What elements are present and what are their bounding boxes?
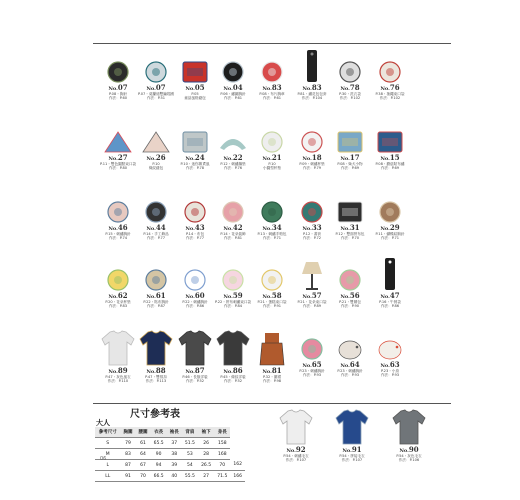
size-cell: 70 (135, 471, 150, 482)
item-howto: 小圓型杯墊 (263, 166, 281, 171)
box-image (175, 120, 215, 154)
list-item (292, 190, 332, 241)
size-cell: 79 (120, 438, 135, 449)
dressdark-image (213, 327, 253, 367)
item-number: No.78 (340, 83, 360, 92)
size-cell: 38 (167, 449, 182, 460)
list-item (136, 120, 176, 171)
item-number: No.27 (108, 153, 128, 162)
size-col-header: 背肩 (182, 427, 198, 438)
list-item (370, 258, 410, 309)
item-number: No.15 (380, 153, 400, 162)
item-number: No.64 (340, 360, 360, 369)
item-caption: P.30・洗衣袋 (339, 92, 361, 96)
item-caption: P.45・條紋洋裝 (220, 375, 246, 379)
size-cell: 64 (135, 449, 150, 460)
item-number: No.89 (108, 366, 128, 375)
eggs-image (252, 258, 292, 292)
item-number: No.63 (380, 360, 400, 369)
item-caption: P.81・繡花包包套 (297, 92, 327, 96)
item-number: No.44 (146, 223, 166, 232)
item-number: No.24 (185, 153, 205, 162)
list-item (326, 408, 378, 463)
item-howto: 作法：P.77 (185, 236, 205, 241)
list-item (292, 120, 332, 171)
item-caption: P.38・抽繩束口袋 (375, 92, 405, 96)
item-howto: 作法：P.90 (340, 304, 360, 309)
coatgrey-image (98, 327, 138, 367)
item-howto: 作法：P.91 (262, 304, 282, 309)
item-number: No.46 (108, 223, 128, 232)
item-howto: 作法：P.98 (262, 379, 282, 384)
item-number: No.58 (262, 291, 282, 300)
size-cell: LL (95, 471, 120, 482)
size-cell: 40 (167, 471, 182, 482)
size-cell: 51.5 (182, 438, 198, 449)
item-number: No.05 (185, 83, 205, 92)
list-item (252, 120, 292, 171)
item-howto: 作法：P.81 (223, 236, 243, 241)
item-number: No.60 (185, 291, 205, 300)
size-col-header: 身長 (214, 427, 230, 438)
triangle-image (98, 120, 138, 154)
item-number: No.90 (399, 445, 419, 454)
item-howto: 作法：P.52 (223, 379, 243, 384)
item-caption: P.54・灰色毛衣 (396, 454, 422, 458)
bowl-image (98, 258, 138, 292)
item-caption: P.12・書套 (302, 232, 322, 236)
item-howto: 作法：P.51 (146, 96, 166, 101)
list-item (98, 120, 138, 171)
size-cell: 26 (198, 438, 214, 449)
size-cell: 28 (198, 449, 214, 460)
item-howto: 作法：P.74 (108, 236, 128, 241)
item-caption: P.23・小鳥 (380, 369, 400, 373)
list-item (252, 50, 292, 101)
list-item (175, 327, 215, 384)
item-howto: 作法：P.71 (380, 236, 400, 241)
item-number: No.92 (286, 445, 306, 454)
list-item (252, 258, 292, 309)
cupcake-image (213, 258, 253, 292)
bucket-image (370, 120, 410, 154)
item-caption: P.47・灰色風衣 (105, 375, 131, 379)
list-item (330, 258, 370, 309)
list-item (330, 190, 370, 241)
dressgrey-image (175, 327, 215, 367)
item-caption: P.47・雙排扣 (145, 375, 167, 379)
item-caption: P.10・迷你雜貨風 (180, 162, 210, 166)
item-howto: 作法：P.106 (398, 458, 420, 463)
item-number: No.83 (262, 83, 282, 92)
item-howto: 作法：P.84 (223, 304, 243, 309)
item-caption: P.11・蝴蝶結胸針 (375, 232, 405, 236)
item-number: No.87 (185, 366, 205, 375)
item-howto: 作法：P.107 (341, 458, 363, 463)
list-item (292, 258, 332, 309)
item-caption: P.22・刺繡胸針 (182, 300, 208, 304)
sweaterblue-image (326, 408, 378, 446)
list-item (270, 408, 322, 463)
circle-image (252, 120, 292, 154)
list-item (292, 327, 332, 378)
small-image (98, 190, 138, 224)
item-number: No.29 (380, 223, 400, 232)
item-caption: P.12・雙面拼布包 (335, 232, 365, 236)
size-cell: 55.5 (182, 471, 198, 482)
list-item (213, 258, 253, 309)
list-item (175, 50, 215, 101)
item-caption: P.22・貼布胸針 (143, 300, 169, 304)
cake-image (175, 258, 215, 292)
item-number: No.83 (302, 83, 322, 92)
list-item (383, 408, 435, 463)
size-col-header: 腰圍 (135, 427, 150, 438)
size-table (95, 427, 245, 482)
item-caption: P.08・胸針 (108, 92, 128, 96)
diamond-image (292, 327, 332, 361)
item-caption: P.05 (191, 92, 199, 96)
list-item (370, 190, 410, 241)
pincushion-image (330, 258, 370, 292)
item-caption: P.14・布包 (185, 232, 205, 236)
item-caption: P.09・刺繡杯墊 (299, 162, 325, 166)
size-col-header: 袖下 (198, 427, 214, 438)
pouch2-image (330, 120, 370, 154)
size-col-header: 胸圍 (120, 427, 135, 438)
item-caption: P.14・花朵裝飾 (220, 232, 246, 236)
item-number: No.42 (223, 223, 243, 232)
size-cell: 162 (230, 460, 245, 471)
item-number: No.34 (262, 223, 282, 232)
item-howto: 作法：P.79 (302, 166, 322, 171)
item-caption: P.08・布片胸章 (259, 92, 285, 96)
item-howto: 作法：P.83 (108, 304, 128, 309)
item-howto: 作法：P.86 (380, 304, 400, 309)
size-table-header (95, 427, 245, 438)
item-number: No.76 (380, 83, 400, 92)
coatnavy-image (136, 327, 176, 367)
item-howto: 童話風格錢包 (184, 96, 206, 101)
ring-image (136, 258, 176, 292)
lamp-image (292, 258, 332, 292)
list-item (213, 190, 253, 241)
item-number: No.65 (302, 360, 322, 369)
item-caption: P.16・午餐袋 (379, 300, 401, 304)
size-cell: 66.5 (151, 471, 167, 482)
size-cell: 37 (167, 438, 182, 449)
size-table-title: 尺寸參考表 (130, 409, 180, 420)
size-cell: 67 (135, 460, 150, 471)
item-howto: 作法：P.70 (340, 236, 360, 241)
item-howto: 作法：P.60 (108, 96, 128, 101)
triangle2-image (136, 120, 176, 154)
size-cell: 27 (198, 471, 214, 482)
item-howto: 作法：P.78 (185, 166, 205, 171)
size-cell: 83 (120, 449, 135, 460)
item-caption: P.15・刺繡胸針 (105, 232, 131, 236)
bag-image (292, 120, 332, 154)
list-item (252, 190, 292, 241)
item-howto: 作法：P.93 (302, 373, 322, 378)
item-howto: 條紋錢包 (148, 166, 164, 171)
item-howto: 作法：P.76 (223, 166, 243, 171)
item-caption: P.54・刺繡毛衣 (283, 454, 309, 458)
list-item (213, 327, 253, 384)
item-howto: 作法：P.93 (380, 373, 400, 378)
item-caption: P.11・雙色圓點束口袋 (99, 162, 137, 166)
list-item (98, 190, 138, 241)
strap-image (136, 190, 176, 224)
table-row (95, 460, 245, 471)
size-cell: 54 (182, 460, 198, 471)
item-number: No.88 (146, 366, 166, 375)
list-item (292, 50, 332, 101)
totebag-image (292, 190, 332, 224)
item-caption: P.54・拼接毛衣 (339, 454, 365, 458)
item-howto: 作法：P.86 (185, 304, 205, 309)
item-number: No.17 (340, 153, 360, 162)
item-number: No.04 (223, 83, 243, 92)
item-caption: P.22・拼布刺繡束口袋 (214, 300, 252, 304)
item-number: No.07 (146, 83, 166, 92)
keyring-image (136, 50, 176, 84)
size-cell: 91 (120, 471, 135, 482)
list-item (136, 50, 176, 101)
item-number: No.57 (302, 291, 322, 300)
item-howto: 作法：P.71 (262, 236, 282, 241)
item-howto: 作法：P.77 (146, 236, 166, 241)
tag-image (292, 50, 332, 84)
size-cell: 39 (167, 460, 182, 471)
item-caption: P.10 (268, 162, 276, 166)
list-item (213, 50, 253, 101)
item-howto: 作法：P.104 (301, 96, 323, 101)
item-number: No.26 (146, 153, 166, 162)
item-caption: P.20・花朵杯墊 (105, 300, 131, 304)
table-row (95, 438, 245, 449)
item-caption: P.14・手工飾品 (143, 232, 169, 236)
item-caption: P.06・繡圖胸針 (220, 92, 246, 96)
list-item (370, 120, 410, 171)
item-caption: P.46・長版洋裝 (182, 375, 208, 379)
list-item (213, 120, 253, 171)
item-howto: 作法：P.110 (107, 379, 129, 384)
item-number: No.81 (262, 366, 282, 375)
item-howto: 作法：P.61 (262, 96, 282, 101)
list-item (330, 120, 370, 171)
tag2-image (370, 258, 410, 292)
list-item (370, 50, 410, 101)
size-cell: 71.5 (214, 471, 230, 482)
list-item (136, 258, 176, 309)
size-cell: 61 (135, 438, 150, 449)
size-cell: 87 (120, 460, 135, 471)
item-number: No.86 (223, 366, 243, 375)
bird-image (330, 327, 370, 361)
list-item (370, 327, 410, 378)
size-table-subtitle: 大人 (96, 419, 110, 427)
item-number: No.18 (302, 153, 322, 162)
table-row (95, 471, 245, 482)
size-col-header: 袖長 (167, 427, 182, 438)
item-howto: 作法：P.69 (380, 166, 400, 171)
list-item (252, 327, 292, 384)
item-howto: 作法：P.69 (340, 166, 360, 171)
item-caption: P.08・蘑菇貼布繡 (375, 162, 405, 166)
item-number: No.61 (146, 291, 166, 300)
item-howto: 作法：P.93 (340, 373, 360, 378)
item-caption: P.21・花朵束口袋 (297, 300, 327, 304)
page-number: 06 (100, 456, 107, 462)
item-howto: 作法：P.72 (302, 236, 322, 241)
item-caption: P.13・刺繡手帕包 (257, 232, 287, 236)
item-number: No.31 (340, 223, 360, 232)
berries-image (252, 50, 292, 84)
item-howto: 作法：P.61 (223, 96, 243, 101)
item-caption: P.21・雙層包 (339, 300, 361, 304)
item-number: No.21 (262, 153, 282, 162)
list-item (330, 50, 370, 101)
sweaterwhite-image (270, 408, 322, 446)
stickers-image (330, 190, 370, 224)
list-item (330, 327, 370, 378)
item-number: No.56 (340, 291, 360, 300)
size-cell: 70 (214, 460, 230, 471)
item-caption: P.21・蛋糕束口袋 (257, 300, 287, 304)
item-caption: P.23・刺繡胸針 (337, 369, 363, 373)
size-cell: M (95, 449, 120, 460)
apron-image (252, 327, 292, 367)
item-caption: P.10 (152, 162, 160, 166)
item-number: No.33 (302, 223, 322, 232)
item-caption: P.08・柴犬小物 (337, 162, 363, 166)
shoes-image (175, 190, 215, 224)
item-number: No.43 (185, 223, 205, 232)
item-number: No.62 (108, 291, 128, 300)
item-howto: 作法：P.80 (108, 166, 128, 171)
item-number: No.91 (342, 445, 362, 454)
drawstring-image (370, 50, 410, 84)
pin-image (213, 50, 253, 84)
item-number: No.22 (223, 153, 243, 162)
size-col-header: 參考尺寸 (95, 427, 120, 438)
item-howto: 作法：P.87 (146, 304, 166, 309)
size-cell: 53 (182, 449, 198, 460)
list-item (136, 190, 176, 241)
size-cell: S (95, 438, 120, 449)
item-number: No.07 (108, 83, 128, 92)
table-row (95, 449, 245, 460)
bottom-rule (93, 403, 451, 404)
bird2-image (370, 327, 410, 361)
item-howto: 作法：P.113 (145, 379, 167, 384)
bookcover-image (252, 190, 292, 224)
list-item (98, 258, 138, 309)
item-howto: 作法：P.52 (185, 379, 205, 384)
list-item (175, 190, 215, 241)
size-cell: 158 (214, 438, 230, 449)
size-cell: 65.5 (151, 438, 167, 449)
item-caption: P.32・圍裙 (262, 375, 282, 379)
list-item (98, 327, 138, 384)
brooch-image (98, 50, 138, 84)
size-cell: L (95, 460, 120, 471)
list-item (136, 327, 176, 384)
size-cell: 168 (214, 449, 230, 460)
flowers-image (213, 190, 253, 224)
list-item (98, 50, 138, 101)
sweatergrey-image (383, 408, 435, 446)
size-cell: 166 (230, 471, 245, 482)
list-item (175, 258, 215, 309)
top-rule (93, 43, 451, 44)
arc-image (213, 120, 253, 154)
item-caption: P.23・刺繡胸針 (299, 369, 325, 373)
item-howto: 作法：P.107 (285, 458, 307, 463)
size-cell: 90 (151, 449, 167, 460)
bow-image (370, 190, 410, 224)
size-cell: 26.5 (198, 460, 214, 471)
item-number: No.47 (380, 291, 400, 300)
item-caption: P.12・刺繡鍋墊 (220, 162, 246, 166)
size-col-header: 衣長 (151, 427, 167, 438)
item-howto: 作法：P.102 (379, 96, 401, 101)
list-item (175, 120, 215, 171)
item-howto: 作法：P.89 (302, 304, 322, 309)
item-howto: 作法：P.102 (339, 96, 361, 101)
item-caption: P.07・莫蘭迪雙鑰匙圈 (137, 92, 175, 96)
item-number: No.59 (223, 291, 243, 300)
pouch-image (175, 50, 215, 84)
basket-image (330, 50, 370, 84)
size-cell: 94 (151, 460, 167, 471)
